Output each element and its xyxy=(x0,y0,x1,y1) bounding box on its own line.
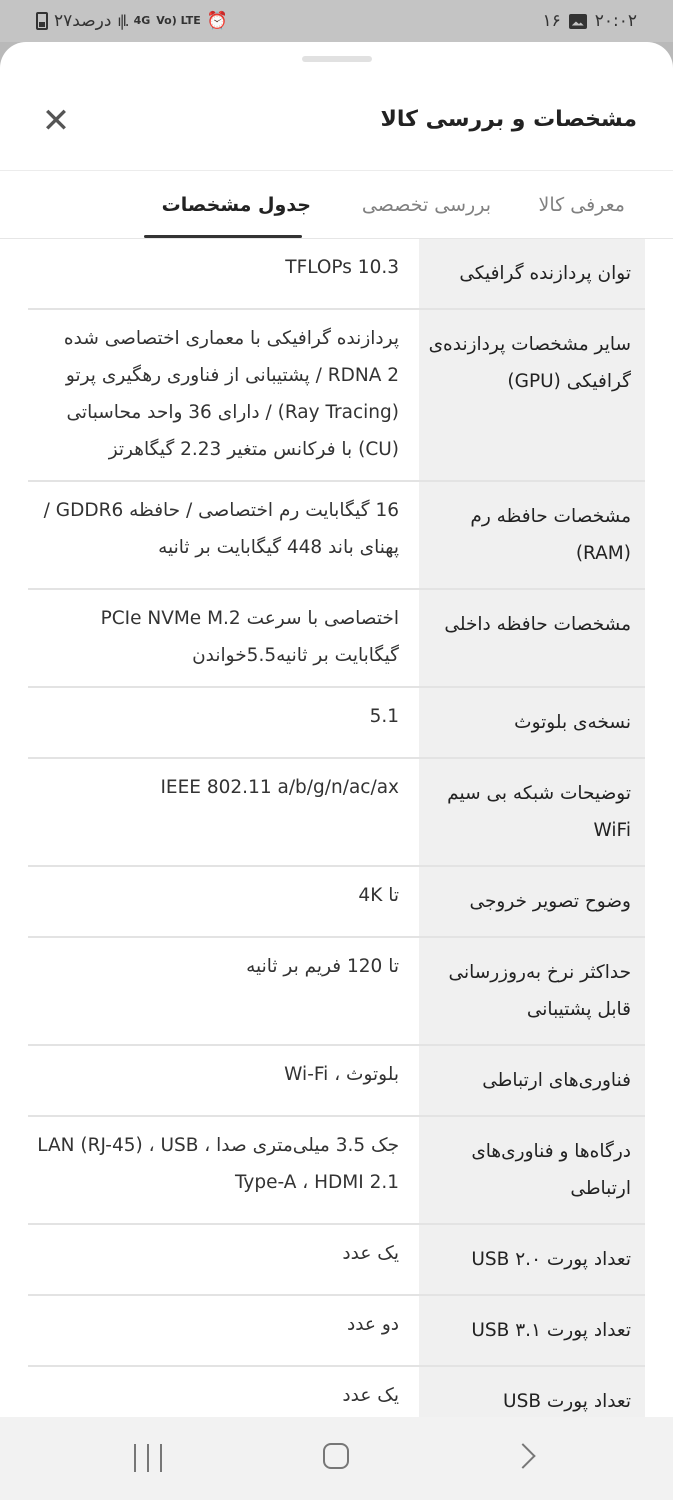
spec-value: دو عدد xyxy=(346,1314,399,1335)
spec-key: مشخصات حافظه رم (RAM) xyxy=(419,482,645,588)
tab-specifications[interactable]: جدول مشخصات xyxy=(161,194,311,216)
spec-key: مشخصات حافظه داخلی xyxy=(419,590,645,686)
spec-value: اختصاصی با سرعت PCIe NVMe M.2 گیگابایت بر ثانیه5.5خواندن xyxy=(100,608,399,666)
table-row xyxy=(28,482,645,590)
back-icon[interactable] xyxy=(494,1439,554,1479)
spec-key: فناوری‌های ارتباطی xyxy=(419,1046,645,1115)
spec-value: 10.3 TFLOPs xyxy=(285,257,399,278)
spec-value: 5.1 xyxy=(369,706,399,727)
tab-introduction[interactable]: معرفی کالا xyxy=(538,194,625,216)
table-row xyxy=(28,1367,645,1417)
system-nav-bar xyxy=(0,1417,673,1500)
table-row xyxy=(28,1296,645,1367)
sheet-header xyxy=(0,97,673,153)
tab-expert-review[interactable]: بررسی تخصصی xyxy=(361,194,491,216)
table-row xyxy=(28,759,645,867)
spec-key: تعداد پورت USB xyxy=(419,1367,645,1417)
table-row xyxy=(28,688,645,759)
table-row xyxy=(28,1117,645,1225)
header-divider xyxy=(0,170,673,171)
spec-key: سایر مشخصات پردازنده‌ی گرافیکی (GPU) xyxy=(419,310,645,480)
recent-apps-icon[interactable] xyxy=(118,1439,178,1479)
table-row xyxy=(28,310,645,482)
close-icon[interactable]: ✕ xyxy=(41,101,71,141)
sheet-title: مشخصات و بررسی کالا xyxy=(380,107,637,132)
table-row xyxy=(28,1046,645,1117)
spec-value: یک عدد xyxy=(342,1385,399,1406)
spec-key: توضیحات شبکه بی سیم WiFi xyxy=(419,759,645,865)
spec-value: تا 4K xyxy=(358,885,399,906)
spec-value: یک عدد xyxy=(342,1243,399,1264)
spec-value: 16 گیگابایت رم اختصاصی / حافظه GDDR6 / پهنای باند 448 گیگابایت بر ثانیه xyxy=(43,500,399,558)
table-row xyxy=(28,938,645,1046)
status-left xyxy=(36,11,228,31)
spec-value: تا 120 فریم بر ثانیه xyxy=(246,956,399,977)
status-right xyxy=(542,11,637,31)
signal-icon: ı|l. xyxy=(117,12,128,30)
spec-key: وضوح تصویر خروجی xyxy=(419,867,645,936)
spec-value: پردازنده گرافیکی با معماری اختصاصی شده RDNA 2 / پشتیبانی از فناوری رهگیری پرتو (Ray Tracing) / دارای 36 واحد محاسباتی (CU) با فرکانس متغیر 2.23 گیگاهرتز xyxy=(63,328,399,460)
spec-key: تعداد پورت USB ۳.۱ xyxy=(419,1296,645,1365)
volte-indicator: Vo) LTE xyxy=(156,14,201,27)
battery-icon xyxy=(36,12,48,30)
home-icon[interactable] xyxy=(306,1439,366,1479)
spec-key: درگاه‌ها و فناوری‌های ارتباطی xyxy=(419,1117,645,1223)
tab-bar xyxy=(0,172,673,238)
table-row xyxy=(28,239,645,310)
drag-handle[interactable] xyxy=(302,56,372,62)
spec-key: تعداد پورت USB ۲.۰ xyxy=(419,1225,645,1294)
table-row xyxy=(28,590,645,688)
network-type: 4G xyxy=(133,14,151,27)
status-bar xyxy=(0,0,673,42)
spec-key: نسخه‌ی بلوتوث xyxy=(419,688,645,757)
gallery-icon xyxy=(569,14,587,29)
spec-table xyxy=(28,239,645,1417)
spec-value: IEEE 802.11 a/b/g/n/ac/ax xyxy=(160,777,399,798)
spec-key: حداکثر نرخ به‌روزرسانی قابل پشتیبانی xyxy=(419,938,645,1044)
table-row xyxy=(28,867,645,938)
table-row xyxy=(28,1225,645,1296)
notification-count: ۱۶ xyxy=(542,11,561,31)
spec-sheet xyxy=(0,42,673,1417)
spec-value: جک 3.5 میلی‌متری صدا ، LAN (RJ-45) ، USB Type-A ، HDMI 2.1 xyxy=(37,1135,399,1193)
spec-value: بلوتوث ، Wi-Fi xyxy=(284,1064,399,1085)
spec-key: توان پردازنده گرافیکی xyxy=(419,239,645,308)
clock: ۲۰:۰۲ xyxy=(594,11,637,31)
battery-text: ۲۷درصد xyxy=(54,11,112,31)
alarm-icon: ⏰ xyxy=(206,11,228,31)
